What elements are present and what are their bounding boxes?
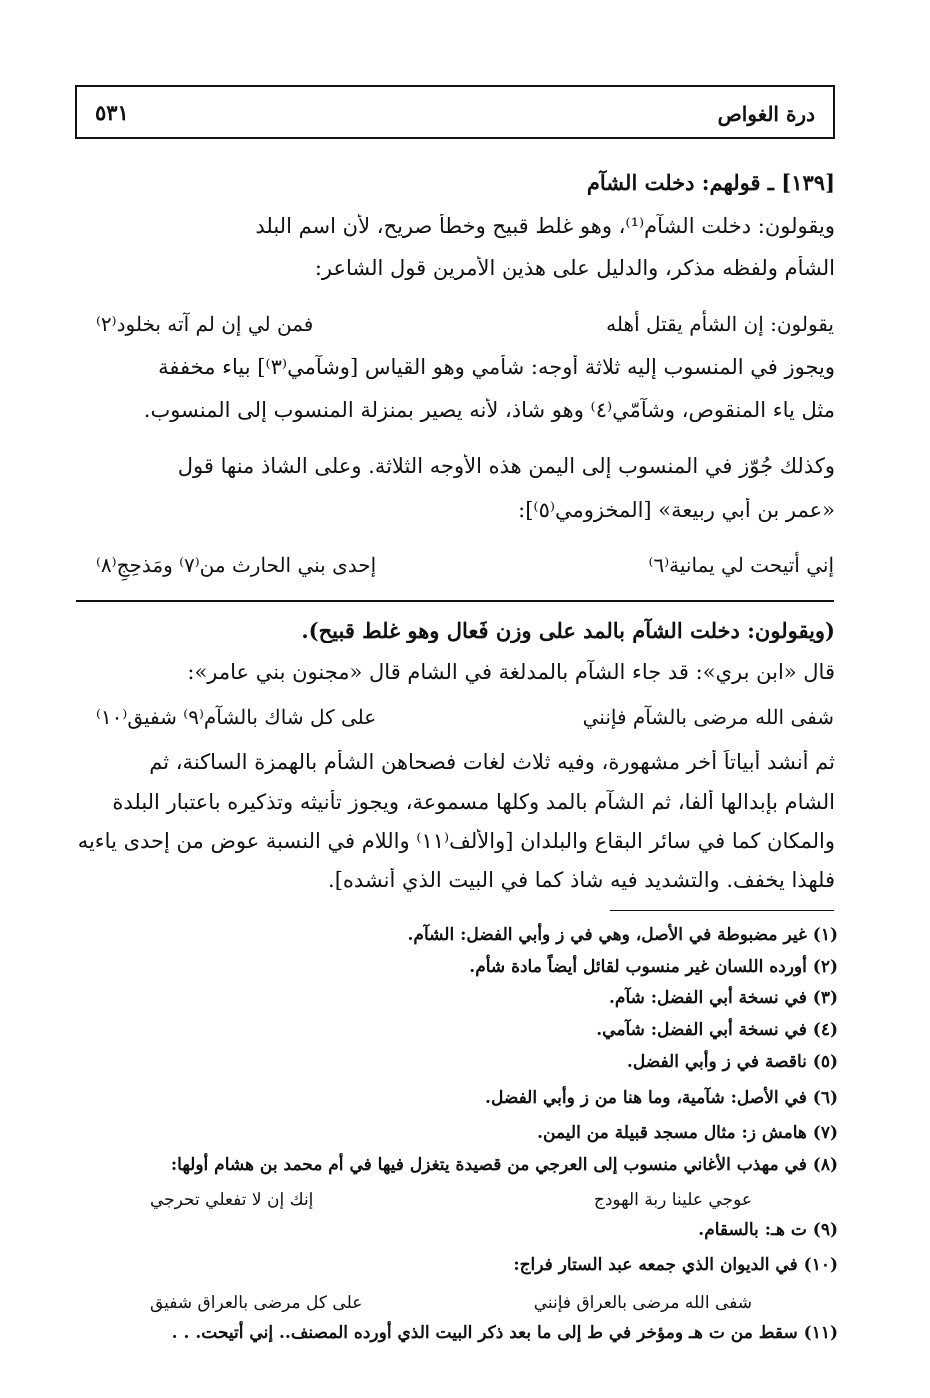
footnote: (١١) سقط من ت هـ ومؤخر في ط إلى ما بعد ذكر البيت الذي أورده المصنف.. إني أتيحت. . . [171,1323,838,1343]
verse-hemistich-second: على كل شاك بالشآم⁽٩⁾ شفيق⁽١٠⁾ [96,705,377,729]
entry-line: وكذلك جُوّز في المنسوب إلى اليمن هذه الأوجه الثلاثة. وعلى الشاذ منها قول [177,454,835,478]
commentary-line: والمكان كما في سائر البقاع والبلدان [والألف⁽١١⁾ واللام في النسبة عوض من إحدى ياءيه [77,829,835,853]
entry-heading: [١٣٩] ـ قولهم: دخلت الشآم [586,170,835,195]
commentary-line: (ويقولون: دخلت الشآم بالمد على وزن فَعال وهو غلط قبيح). [301,618,835,643]
verse-hemistich-first: يقولون: إن الشأم يقتل أهله [606,312,834,336]
footnote-rule [610,910,834,911]
verse-hemistich-first: إني أتيحت لي يمانية⁽٦⁾ [648,553,834,577]
commentary-line: قال «ابن بري»: قد جاء الشآم بالمدلغة في الشام قال «مجنون بني عامر»: [187,660,835,684]
footnote: (٢) أورده اللسان غير منسوب لقائل أيضاً مادة شأم. [469,957,838,977]
footnote: (٤) في نسخة أبي الفضل: شآمي. [596,1020,838,1040]
verse-hemistich-second: فمن لي إن لم آته بخلود⁽٢⁾ [96,312,314,336]
page-header [75,85,835,139]
verse-hemistich-second: إحدى بني الحارث من⁽٧⁾ ومَذحِجِ⁽٨⁾ [96,553,377,577]
commentary-line: الشام بإبدالها ألفا، ثم الشآم بالمد وكلها مسموعة، ويجوز تأنيثه وتذكيره باعتبار البلدة [112,790,835,814]
footnote-verse [150,1293,752,1313]
entry-line: ويقولون: دخلت الشآم⁽¹⁾، وهو غلط قبيح وخطأ صريح، لأن اسم البلد [255,214,835,238]
verse-hemistich-first: شفى الله مرضى بالعراق فإنني [533,1293,752,1313]
entry-line: «عمر بن أبي ربيعة» [المخزومي⁽٥⁾]: [518,498,835,522]
footnote: (٧) هامش ز: مثال مسجد قبيلة من اليمن. [537,1123,838,1143]
footnote: (٦) في الأصل: شآمية، وما هنا من ز وأبي الفضل. [485,1088,838,1108]
commentary-line: ثم أنشد أبياتاً أخر مشهورة، وفيه ثلاث لغات فصحاهن الشأم بالهمزة الساكنة، ثم [149,750,835,774]
footnote: (١٠) في الديوان الذي جمعه عبد الستار فراج: [513,1255,838,1275]
verse-2 [96,553,834,577]
footnote: (٩) ت هـ: بالسقام. [698,1220,838,1240]
footnote: (٥) ناقصة في ز وأبي الفضل. [626,1052,838,1072]
verse-hemistich-first: عوجي علينا ربة الهودج [593,1190,752,1210]
entry-line: ويجوز في المنسوب إليه ثلاثة أوجه: شأمي وهو القياس [وشآمي⁽٣⁾] بياء مخففة [158,355,835,379]
footnote-verse [150,1190,752,1210]
verse-1 [96,312,834,336]
footnote: (٨) في مهذب الأغاني منسوب إلى العرجي من قصيدة يتغزل فيها في أم محمد بن هشام أولها: [170,1155,838,1175]
verse-hemistich-second: على كل مرضى بالعراق شفيق [150,1293,363,1313]
section-divider [76,600,834,602]
page-number: ٥٣١ [95,100,129,125]
verse-hemistich-first: شفى الله مرضى بالشآم فإنني [582,705,834,729]
verse-hemistich-second: إنك إن لا تفعلي تحرجي [150,1190,314,1210]
entry-line: الشأم ولفظه مذكر، والدليل على هذين الأمرين قول الشاعر: [314,256,835,280]
entry-line: مثل ياء المنقوص، وشآمّي⁽٤⁾ وهو شاذ، لأنه يصير بمنزلة المنسوب إلى المنسوب. [143,398,835,422]
running-title: درة الغواص [717,102,815,126]
footnote: (١) غير مضبوطة في الأصل، وهي في ز وأبي الفضل: الشآم. [407,925,838,945]
commentary-verse [96,705,834,729]
footnote: (٣) في نسخة أبي الفضل: شآم. [609,988,838,1008]
commentary-line: فلهذا يخفف. والتشديد فيه شاذ كما في البيت الذي أنشده]. [328,868,835,892]
